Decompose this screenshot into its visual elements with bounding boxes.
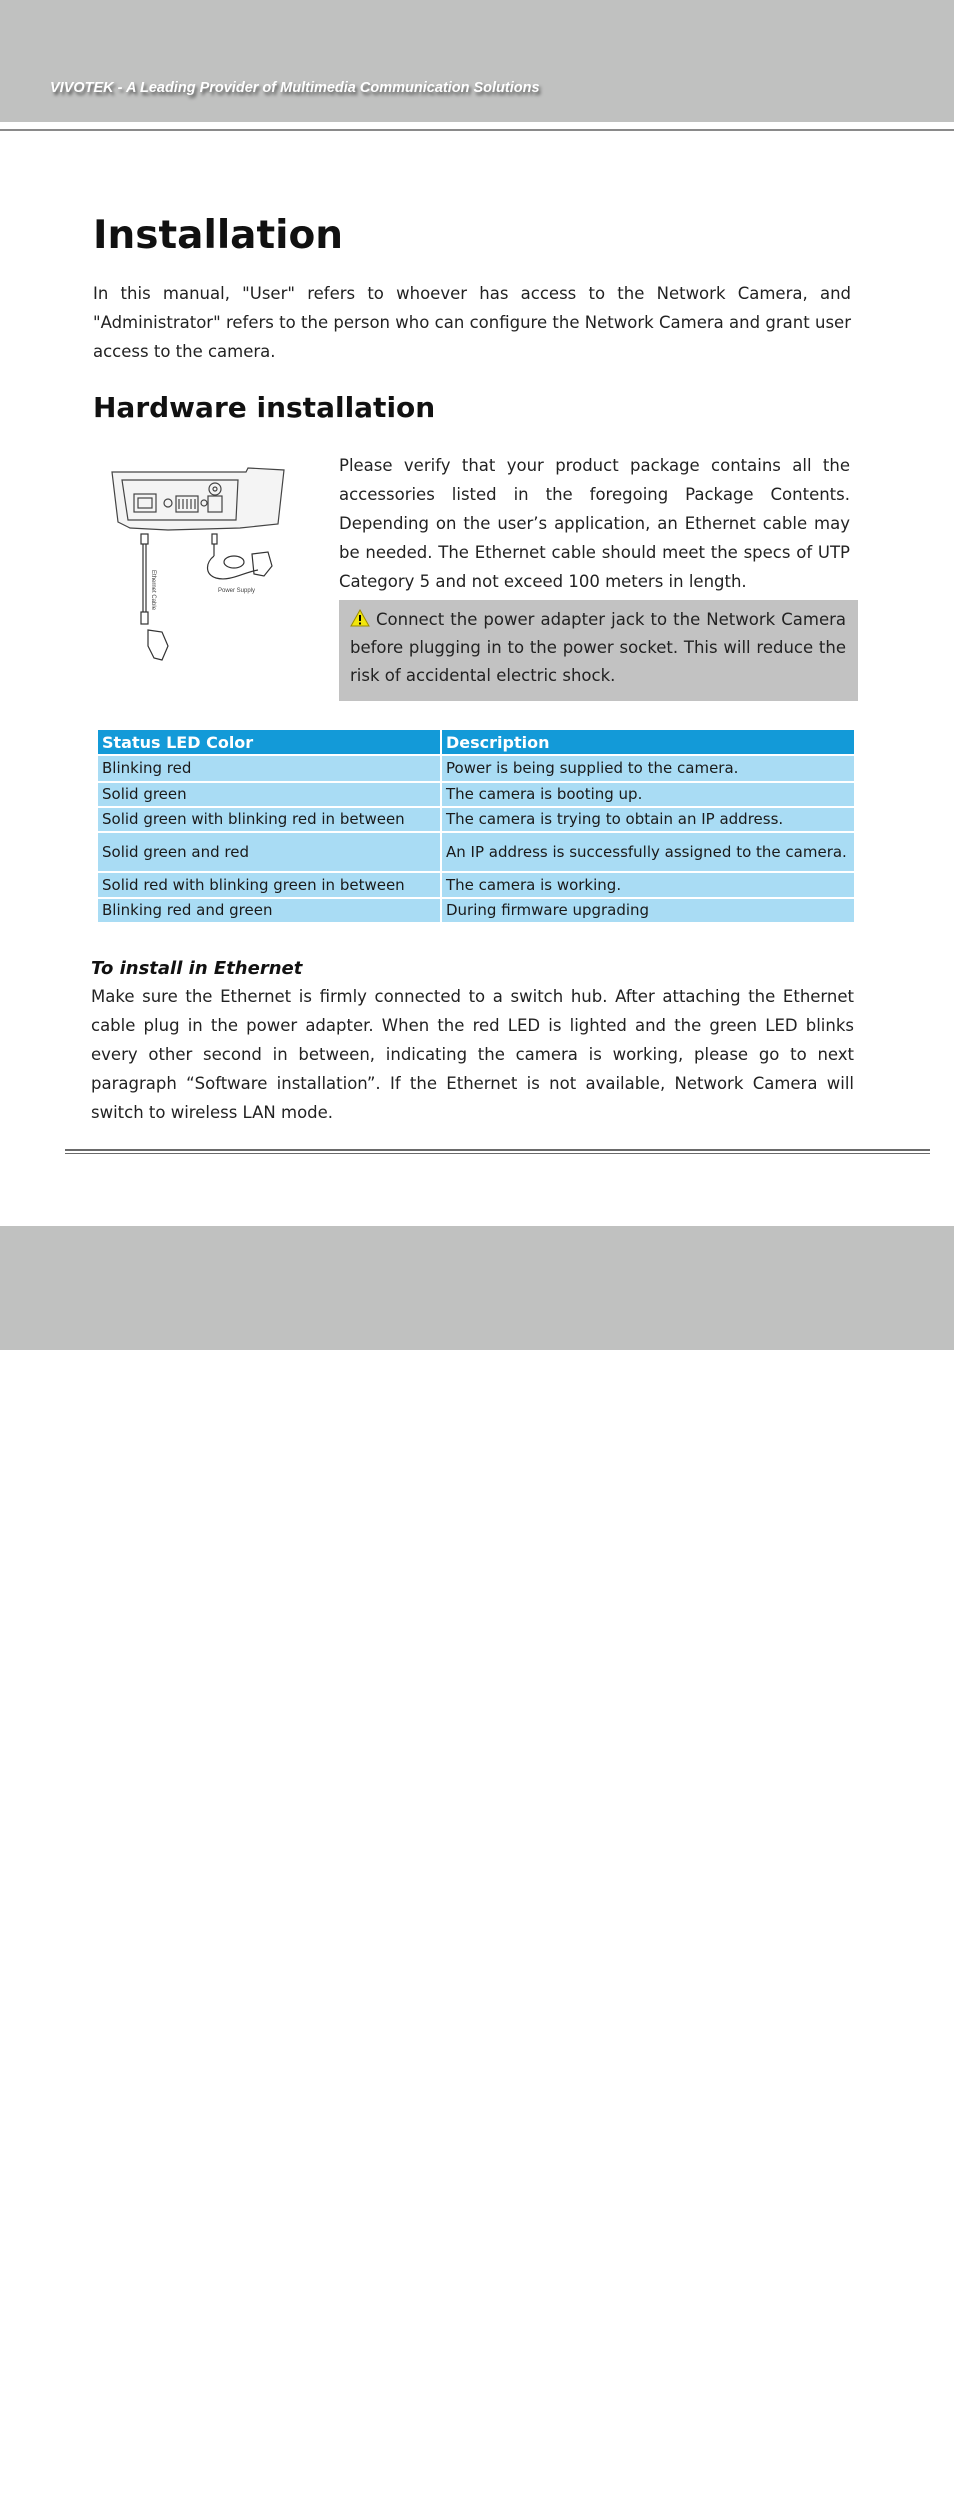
description-cell: The camera is booting up. bbox=[442, 783, 854, 806]
table-row bbox=[98, 783, 854, 806]
hardware-paragraph: Please verify that your product package contains all the accessories listed in the foregoing Package Contents. Depending on the user’s application, an Ethernet cable may be needed. The Ethernet cable should meet the specs of UTP Category 5 and not exceed 100 meters in length. bbox=[339, 456, 850, 591]
led-color-cell: Solid green with blinking red in between bbox=[98, 808, 440, 831]
table-row bbox=[98, 873, 854, 897]
ethernet-paragraph: Make sure the Ethernet is firmly connected to a switch hub. After attaching the Ethernet cable plug in the power adapter. When the red LED is lighted and the green LED blinks every other second in between, indicating the camera is working, please go to next paragraph “Software installation”. If the Ethernet is not available, Network Camera will switch to wireless LAN mode. bbox=[91, 987, 854, 1122]
header-rule bbox=[0, 129, 954, 131]
table-row bbox=[98, 833, 854, 871]
ethernet-cable-label: Ethernet Cable bbox=[150, 570, 156, 611]
description-cell: During firmware upgrading bbox=[442, 899, 854, 922]
intro-paragraph: In this manual, "User" refers to whoever has access to the Network Camera, and "Administrator" refers to the person who can configure the Network Camera and grant user access to the camera. bbox=[93, 284, 851, 361]
camera-back-panel bbox=[112, 468, 284, 530]
header-tagline: VIVOTEK - A Leading Provider of Multimedia Communication Solutions bbox=[50, 80, 540, 96]
led-color-cell: Solid green and red bbox=[98, 833, 440, 871]
description-cell: An IP address is successfully assigned to the camera. bbox=[442, 833, 854, 871]
page-title: Installation bbox=[93, 213, 344, 258]
led-status-table bbox=[96, 728, 856, 924]
footer-rule-bottom bbox=[65, 1153, 930, 1154]
power-cable bbox=[208, 534, 273, 579]
header-band bbox=[0, 0, 954, 122]
table-header-row bbox=[98, 730, 854, 754]
table-row bbox=[98, 808, 854, 831]
description-cell: The camera is trying to obtain an IP address. bbox=[442, 808, 854, 831]
led-color-cell: Blinking red bbox=[98, 756, 440, 781]
led-color-cell: Solid red with blinking green in between bbox=[98, 873, 440, 897]
footer-band bbox=[0, 1226, 954, 2508]
led-color-cell: Solid green bbox=[98, 783, 440, 806]
camera-connection-figure bbox=[108, 462, 288, 668]
power-supply-label: Power Supply bbox=[218, 588, 256, 594]
led-color-cell: Blinking red and green bbox=[98, 899, 440, 922]
table-row bbox=[98, 756, 854, 781]
table-row bbox=[98, 899, 854, 922]
page-number-label: 7 - User's Manual bbox=[52, 2488, 193, 2508]
subheading-install-ethernet: To install in Ethernet bbox=[91, 958, 303, 979]
description-cell: The camera is working. bbox=[442, 873, 854, 897]
warning-box bbox=[339, 600, 858, 701]
warning-paragraph bbox=[350, 606, 846, 690]
header-status-led-color: Status LED Color bbox=[98, 730, 440, 754]
section-heading-hardware: Hardware installation bbox=[93, 391, 436, 424]
header-description: Description bbox=[442, 730, 854, 754]
warning-triangle-icon bbox=[350, 609, 370, 627]
description-cell: Power is being supplied to the camera. bbox=[442, 756, 854, 781]
footer-rule-top bbox=[65, 1149, 930, 1151]
warning-text: Connect the power adapter jack to the Network Camera before plugging in to the power socket. This will reduce the risk of accidental electric shock. bbox=[350, 610, 846, 685]
